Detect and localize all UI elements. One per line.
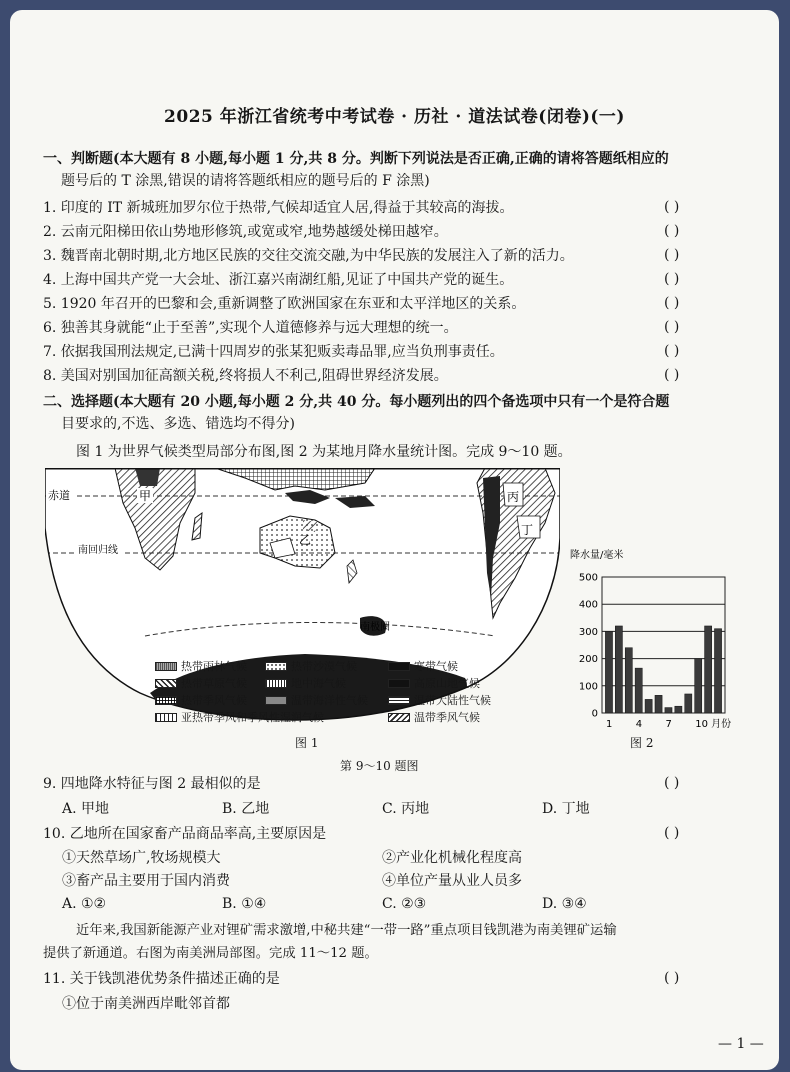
q10-statement-1: ①天然草场广,牧场规模大 — [62, 850, 221, 866]
answer-paren-6: ( ) — [664, 319, 680, 335]
legend-swatch — [265, 679, 287, 688]
answer-paren-11: ( ) — [664, 970, 680, 986]
legend-swatch — [155, 662, 177, 671]
q11-statement-1: ①位于南美洲西岸毗邻首都 — [62, 996, 230, 1012]
page-title: 2025 年浙江省统考中考试卷 · 历社 · 道法试卷(闭卷)(一) — [164, 107, 625, 127]
legend-item-polar: 寒带气候 — [388, 658, 458, 674]
judgment-item-4: 4. 上海中国共产党一大会址、浙江嘉兴南湖红船,见证了中国共产党的诞生。 — [43, 272, 514, 288]
legend-item-subtropical-monsoon: 亚热带季风和季风性湿润气候 — [155, 709, 324, 725]
answer-paren-4: ( ) — [664, 271, 680, 287]
answer-paren-7: ( ) — [664, 343, 680, 359]
chart-bar-month-2 — [615, 626, 622, 713]
judgment-item-5: 5. 1920 年召开的巴黎和会,重新调整了欧洲国家在东亚和太平洋地区的关系。 — [43, 296, 526, 312]
figure-intro: 图 1 为世界气候类型局部分布图,图 2 为某地月降水量统计图。完成 9～10 题。 — [76, 444, 572, 460]
region-jia-label: 甲 — [139, 489, 152, 503]
chart-bar-month-8 — [675, 706, 682, 713]
legend-item-temperate-continental: 温带大陆性气候 — [388, 692, 491, 708]
legend-item-temperate-monsoon: 温带季风气候 — [388, 709, 480, 725]
q10-statement-4: ④单位产量从业人员多 — [382, 873, 522, 889]
q9-option-d: D. 丁地 — [542, 801, 590, 817]
legend-item-tropical-monsoon: 热带季风气候 — [155, 692, 247, 708]
section1-header-line1: 一、判断题(本大题有 8 小题,每小题 1 分,共 8 分。判断下列说法是否正确,正确的请将答题纸相应的 — [43, 151, 669, 167]
chart-ylabel: 降水量/毫米 — [570, 550, 624, 561]
section1-header-line2: 题号后的 T 涂黑,错误的请将答题纸相应的题号后的 F 涂黑) — [61, 173, 430, 189]
legend-item-mediterranean: 地中海气候 — [265, 675, 346, 691]
legend-item-rainforest: 热带雨林气候 — [155, 658, 247, 674]
judgment-item-3: 3. 魏晋南北朝时期,北方地区民族的交往交流交融,为中华民族的发展注入了新的活力。 — [43, 248, 574, 264]
legend-item-desert: 热带沙漠气候 — [265, 658, 357, 674]
q10-statement-2: ②产业化机械化程度高 — [382, 850, 522, 866]
answer-paren-3: ( ) — [664, 247, 680, 263]
precipitation-chart — [565, 545, 740, 750]
judgment-item-6: 6. 独善其身就能“止于至善”,实现个人道德修养与远大理想的统一。 — [43, 320, 458, 336]
legend-item-temperate-maritime: 温带海洋性气候 — [265, 692, 368, 708]
tropic-label: 南回归线 — [78, 545, 118, 556]
legend-swatch — [155, 713, 177, 722]
q10-statement-3: ③畜产品主要用于国内消费 — [62, 873, 230, 889]
equator-label: 赤道 — [48, 489, 70, 502]
question-10-stem: 10. 乙地所在国家畜产品商品率高,主要原因是 — [43, 826, 327, 842]
answer-paren-5: ( ) — [664, 295, 680, 311]
region-bing-label: 丙 — [507, 490, 520, 504]
chart-bar-month-11 — [705, 626, 712, 713]
judgment-item-1: 1. 印度的 IT 新城班加罗尔位于热带,气候却适宜人居,得益于其较高的海拔。 — [43, 200, 514, 216]
q10-option-c: C. ②③ — [382, 896, 427, 912]
legend-item-savanna: 热带草原气候 — [155, 675, 247, 691]
legend-swatch — [388, 696, 410, 705]
chart-ytick-label: 0 — [591, 708, 598, 720]
question-11-stem: 11. 关于钱凯港优势条件描述正确的是 — [43, 971, 280, 987]
q9-option-c: C. 丙地 — [382, 801, 430, 817]
legend-swatch — [265, 662, 287, 671]
legend-swatch — [388, 679, 410, 688]
chart-ytick-label: 400 — [578, 599, 598, 611]
answer-paren-9: ( ) — [664, 775, 680, 791]
chart-ytick-label: 500 — [578, 572, 598, 584]
chart-xtick-label: 1 — [605, 719, 613, 730]
legend-swatch — [388, 662, 410, 671]
q9-option-b: B. 乙地 — [222, 801, 270, 817]
q10-option-a: A. ①② — [62, 896, 107, 912]
judgment-item-2: 2. 云南元阳梯田依山势地形修筑,或宽或窄,地势越缓处梯田越窄。 — [43, 224, 448, 240]
q9-option-a: A. 甲地 — [62, 801, 110, 817]
passage-line-2: 提供了新通道。右图为南美洲局部图。完成 11～12 题。 — [43, 946, 378, 961]
judgment-item-8: 8. 美国对别国加征高额关税,终将损人不利己,阻碍世界经济发展。 — [43, 368, 448, 384]
legend-swatch — [265, 696, 287, 705]
chart-bar-month-3 — [625, 648, 632, 713]
chart-bar-month-12 — [714, 629, 721, 713]
chart-ytick-label: 300 — [578, 626, 598, 638]
legend-item-highland: 高原山地气候 — [388, 675, 480, 691]
chart-xtick-label: 10 月份 — [695, 719, 732, 730]
chart-bar-month-1 — [605, 631, 612, 713]
q10-option-b: B. ①④ — [222, 896, 267, 912]
passage-line-1: 近年来,我国新能源产业对锂矿需求激增,中秘共建“一带一路”重点项目钱凯港为南美锂矿运输 — [76, 923, 617, 938]
chart-bar-month-5 — [645, 699, 652, 713]
legend-swatch — [155, 679, 177, 688]
chart-ytick-label: 200 — [578, 654, 598, 666]
exam-sheet — [10, 10, 779, 1070]
question-9-stem: 9. 四地降水特征与图 2 最相似的是 — [43, 776, 261, 792]
q10-option-d: D. ③④ — [542, 896, 587, 912]
figure1-caption: 图 1 — [295, 736, 319, 750]
answer-paren-1: ( ) — [664, 199, 680, 215]
chart-bar-month-6 — [655, 695, 662, 713]
chart-ytick-label: 100 — [578, 681, 598, 693]
page-number: — 1 — — [718, 1036, 764, 1052]
answer-paren-8: ( ) — [664, 367, 680, 383]
region-yi-label: 乙 — [299, 533, 312, 547]
legend-swatch — [388, 713, 410, 722]
legend-swatch — [155, 696, 177, 705]
figures-caption: 第 9～10 题图 — [340, 759, 419, 773]
antarctic-circle-label: 南极圈 — [360, 622, 390, 633]
chart-xtick-label: 4 — [635, 719, 643, 730]
chart-bar-month-10 — [695, 659, 702, 713]
judgment-item-7: 7. 依据我国刑法规定,已满十四周岁的张某犯贩卖毒品罪,应当负刑事责任。 — [43, 344, 504, 360]
chart-bar-month-4 — [635, 668, 642, 713]
region-ding-label: 丁 — [521, 523, 534, 537]
section2-header-line1: 二、选择题(本大题有 20 小题,每小题 2 分,共 40 分。每小题列出的四个备选项中只有一个是符合题 — [43, 394, 670, 410]
chart-xtick-label: 7 — [665, 719, 672, 730]
chart-bar-month-7 — [665, 708, 672, 713]
section2-header-line2: 目要求的,不选、多选、错选均不得分) — [61, 416, 295, 432]
figure2-caption: 图 2 — [630, 736, 654, 750]
answer-paren-2: ( ) — [664, 223, 680, 239]
answer-paren-10: ( ) — [664, 825, 680, 841]
chart-bar-month-9 — [685, 694, 692, 713]
